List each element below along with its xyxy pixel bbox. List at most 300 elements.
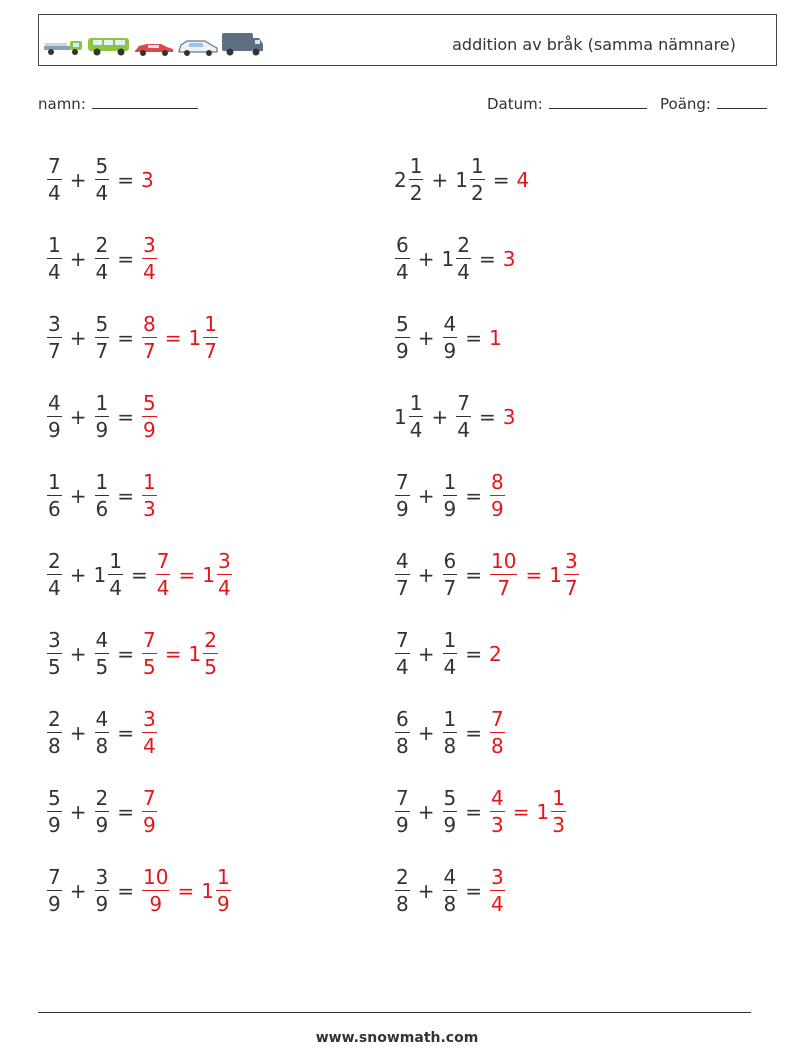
fraction [142,706,157,759]
denominator: 7 [204,339,217,364]
denominator: 8 [443,892,457,917]
fraction [395,706,410,759]
numerator: 2 [95,232,109,257]
mixed-number [141,311,158,364]
mixed-number [46,548,63,601]
answer-equals-sign: = [525,562,543,587]
problem-row [46,377,386,456]
answer [141,232,158,285]
plus-sign: + [417,325,435,350]
fraction [395,864,410,917]
answer [141,706,158,759]
numerator: 7 [491,706,504,731]
plus-sign: + [431,167,449,192]
numerator: 1 [48,469,61,494]
denominator: 7 [564,576,578,601]
answer [141,627,219,680]
mixed-number [141,864,170,917]
denominator: 2 [470,181,484,206]
mixed-number [141,390,158,443]
equals-sign: = [465,641,482,666]
mixed-number [489,548,518,601]
numerator: 7 [48,864,61,889]
fraction [490,548,517,601]
denominator: 8 [491,734,504,759]
numerator: 3 [95,864,109,889]
denominator: 8 [48,734,61,759]
fraction [395,785,410,838]
fraction [95,627,110,680]
worksheet-title: addition av bråk (samma nämnare) [452,35,736,54]
numerator: 5 [48,785,61,810]
denominator: 9 [443,339,457,364]
mixed-number [94,469,111,522]
numerator: 2 [457,232,470,257]
numerator: 7 [396,469,409,494]
answer [141,168,155,192]
fraction [443,548,458,601]
numerator: 3 [217,548,231,573]
fraction [217,548,232,601]
header-box [38,14,777,66]
equals-sign: = [117,641,134,666]
denominator: 7 [443,576,457,601]
answer [489,785,567,838]
mixed-number [46,390,63,443]
problem-row [46,693,386,772]
problem-row [46,614,386,693]
numerator: 1 [216,864,230,889]
denominator: 7 [497,576,511,601]
numerator: 5 [95,153,109,178]
fraction [443,627,458,680]
denominator: 4 [48,181,61,206]
equals-sign: = [478,404,496,429]
equals-sign: = [117,404,134,429]
equals-sign: = [465,878,482,903]
numerator: 3 [48,311,61,336]
fraction [203,311,218,364]
mixed-number [489,326,503,350]
mixed-number [442,785,459,838]
score-label: Poäng: [660,95,711,113]
answer [489,642,503,666]
mixed-number [394,390,424,443]
mixed-number [94,311,111,364]
score-line[interactable] [717,94,767,109]
numerator: 8 [491,469,504,494]
whole-part: 4 [516,167,530,192]
fraction [47,469,62,522]
denominator: 7 [143,339,156,364]
whole-part: 1 [549,562,562,587]
denominator: 4 [457,418,470,443]
mixed-number [394,706,411,759]
fraction [564,548,579,601]
fraction [395,469,410,522]
answer [141,864,232,917]
answer [503,405,517,429]
numerator: 7 [143,785,156,810]
fraction [456,390,471,443]
problem-row [394,140,734,219]
whole-part: 1 [441,246,455,271]
numerator: 10 [143,864,169,889]
fraction [395,311,410,364]
fraction [47,390,62,443]
mixed-number [394,864,411,917]
denominator: 9 [491,497,504,522]
mixed-number [46,706,63,759]
fraction [443,311,458,364]
fraction [95,469,110,522]
mixed-number [394,627,411,680]
denominator: 4 [109,576,122,601]
whole-part: 1 [394,404,407,429]
denominator: 3 [552,813,565,838]
numerator: 1 [204,311,217,336]
mixed-number [503,405,517,429]
equals-sign: = [117,483,134,508]
mixed-number [394,785,411,838]
mixed-number [549,548,579,601]
numerator: 7 [396,627,409,652]
mixed-number [94,390,111,443]
mixed-number [46,232,63,285]
problem-row [394,456,734,535]
answer [489,469,506,522]
problems-right-column [394,140,734,930]
numerator: 8 [143,311,156,336]
denominator: 9 [443,497,457,522]
mixed-number [442,311,459,364]
problem-row [394,693,734,772]
score-field[interactable] [660,94,767,113]
numerator: 1 [470,153,484,178]
problem-row [46,219,386,298]
mixed-number [46,785,63,838]
fraction [47,153,62,206]
fraction [47,706,62,759]
problem-row [394,851,734,930]
equals-sign: = [465,483,482,508]
denominator: 9 [396,339,409,364]
problem-row [394,219,734,298]
denominator: 4 [48,260,61,285]
mixed-number [46,627,63,680]
whole-part: 3 [502,246,516,271]
fraction [216,864,231,917]
mixed-number [442,469,459,522]
fraction [95,785,110,838]
numerator: 1 [443,706,457,731]
mixed-number [46,153,63,206]
numerator: 6 [396,232,409,257]
denominator: 4 [48,576,61,601]
answer [489,864,506,917]
mixed-number [94,706,111,759]
date-line[interactable] [549,94,647,109]
numerator: 2 [48,548,61,573]
plus-sign: + [431,404,449,429]
whole-part: 1 [202,562,215,587]
denominator: 6 [95,497,109,522]
answer [516,168,530,192]
mixed-number [489,706,506,759]
plus-sign: + [69,246,87,271]
denominator: 7 [48,339,61,364]
numerator: 6 [443,548,457,573]
numerator: 1 [552,785,565,810]
equals-sign: = [117,246,134,271]
mixed-number [394,311,411,364]
fraction [95,864,110,917]
denominator: 9 [143,418,156,443]
name-field[interactable] [38,94,198,113]
whole-part: 1 [536,799,550,824]
mixed-number [201,864,231,917]
mixed-number [93,548,124,601]
plus-sign: + [417,641,435,666]
fraction [490,864,505,917]
mixed-number [489,785,506,838]
mixed-number [94,627,111,680]
fraction [47,311,62,364]
numerator: 4 [48,390,61,415]
numerator: 1 [409,153,423,178]
problem-row [394,772,734,851]
fraction [142,785,157,838]
numerator: 2 [95,785,109,810]
fraction [443,785,458,838]
problem-row [394,377,734,456]
denominator: 4 [156,576,170,601]
fraction [443,706,458,759]
whole-part: 3 [502,404,516,429]
mixed-number [489,864,506,917]
equals-sign: = [117,878,134,903]
numerator: 7 [457,390,470,415]
plus-sign: + [69,562,87,587]
fraction [156,548,171,601]
name-line[interactable] [92,94,198,109]
fraction [47,232,62,285]
whole-part: 1 [455,167,468,192]
answer-equals-sign: = [164,325,182,350]
mixed-number [442,548,459,601]
mixed-number [155,548,172,601]
answer [141,311,219,364]
answer [489,706,506,759]
fraction [470,153,485,206]
mixed-number [46,311,63,364]
denominator: 9 [396,813,409,838]
numerator: 4 [443,311,457,336]
problem-row [394,298,734,377]
answer [489,326,503,350]
fraction [490,785,505,838]
denominator: 3 [491,813,504,838]
numerator: 3 [564,548,578,573]
denominator: 8 [396,734,409,759]
plus-sign: + [417,483,435,508]
footer-url[interactable]: www.snowmath.com [315,1030,479,1046]
denominator: 6 [48,497,61,522]
fraction [47,785,62,838]
denominator: 9 [48,813,61,838]
answer [141,785,158,838]
whole-part: 2 [489,641,502,666]
denominator: 5 [143,655,156,680]
mixed-number [141,232,158,285]
fraction [142,232,157,285]
problem-row [46,140,386,219]
answer [141,390,158,443]
denominator: 9 [143,813,156,838]
denominator: 9 [216,892,230,917]
numerator: 3 [143,232,156,257]
mixed-number [516,168,530,192]
numerator: 1 [443,469,457,494]
denominator: 9 [95,892,109,917]
plus-sign: + [417,562,435,587]
denominator: 4 [396,655,409,680]
whole-part: 1 [489,325,502,350]
equals-sign: = [492,167,510,192]
name-label: namn: [38,95,86,113]
denominator: 9 [443,813,457,838]
fraction [409,153,424,206]
fraction [395,232,410,285]
fraction [142,469,157,522]
fraction [142,311,157,364]
date-label: Datum: [487,95,543,113]
denominator: 7 [396,576,409,601]
answer [503,247,517,271]
denominator: 4 [143,734,156,759]
denominator: 2 [409,181,423,206]
numerator: 3 [48,627,61,652]
denominator: 9 [48,418,61,443]
numerator: 4 [95,706,109,731]
plus-sign: + [417,246,435,271]
problem-row [46,456,386,535]
flatbed-truck-icon [43,37,85,57]
equals-sign: = [117,799,134,824]
numerator: 2 [48,706,61,731]
date-field[interactable] [487,94,647,113]
denominator: 9 [48,892,61,917]
denominator: 3 [143,497,156,522]
problem-row [46,535,386,614]
denominator: 5 [48,655,61,680]
mixed-number [442,706,459,759]
mixed-number [188,311,219,364]
mixed-number [94,864,111,917]
grey-delivery-van-icon [221,31,265,57]
numerator: 4 [443,864,457,889]
numerator: 3 [491,864,504,889]
mixed-number [141,785,158,838]
fraction [47,627,62,680]
answer-equals-sign: = [512,799,530,824]
numerator: 2 [396,864,409,889]
whole-part: 1 [188,641,202,666]
mixed-number [94,153,111,206]
mixed-number [141,469,158,522]
numerator: 1 [443,627,457,652]
denominator: 5 [95,655,109,680]
plus-sign: + [417,799,435,824]
denominator: 8 [95,734,109,759]
fraction [490,469,505,522]
mixed-number [394,153,424,206]
fraction [95,390,110,443]
denominator: 8 [443,734,457,759]
fraction [95,706,110,759]
plus-sign: + [69,483,87,508]
fraction [47,548,62,601]
vehicle-strip [43,23,265,57]
fraction [142,864,169,917]
denominator: 9 [95,418,109,443]
problem-row [394,535,734,614]
numerator: 7 [396,785,409,810]
numerator: 5 [443,785,457,810]
mixed-number [94,232,111,285]
answer [489,548,580,601]
numerator: 5 [95,311,109,336]
mixed-number [442,627,459,680]
red-sedan-icon [133,39,175,57]
equals-sign: = [117,720,134,745]
numerator: 4 [396,548,409,573]
plus-sign: + [69,720,87,745]
fraction [490,706,505,759]
numerator: 6 [396,706,409,731]
mixed-number [455,390,472,443]
mixed-number [489,642,503,666]
numerator: 1 [95,390,109,415]
numerator: 7 [48,153,61,178]
fraction [395,627,410,680]
numerator: 5 [396,311,409,336]
mixed-number [141,627,158,680]
mixed-number [503,247,517,271]
mixed-number [46,469,63,522]
plus-sign: + [69,799,87,824]
answer-equals-sign: = [178,562,196,587]
equals-sign: = [465,799,482,824]
equals-sign: = [117,167,134,192]
plus-sign: + [69,325,87,350]
numerator: 1 [143,469,156,494]
mixed-number [441,232,472,285]
mixed-number [188,627,219,680]
whole-part: 3 [141,167,154,192]
mixed-number [141,706,158,759]
numerator: 7 [143,627,156,652]
problem-row [46,851,386,930]
denominator: 4 [491,892,504,917]
problem-row [394,614,734,693]
denominator: 4 [95,260,109,285]
plus-sign: + [417,720,435,745]
numerator: 1 [409,390,423,415]
fraction [456,232,471,285]
equals-sign: = [478,246,496,271]
mixed-number [455,153,485,206]
